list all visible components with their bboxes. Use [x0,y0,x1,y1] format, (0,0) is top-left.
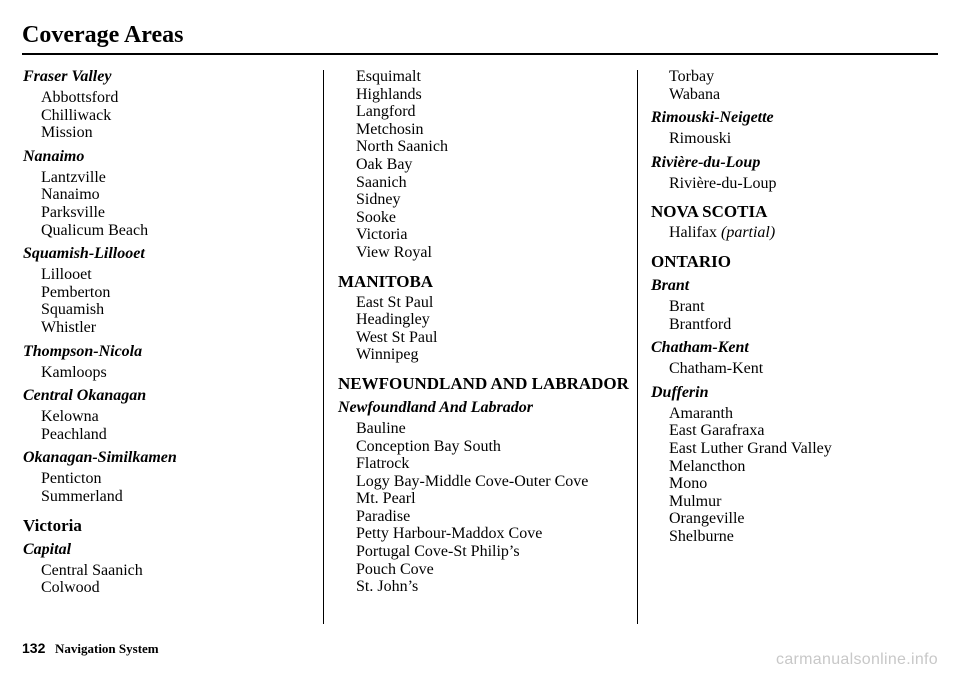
title-divider [22,53,938,55]
column-3 [651,68,941,546]
region-heading-central-okanagan: Central Okanagan [23,387,147,405]
list-item: Colwood [41,579,100,597]
list-item: Qualicum Beach [41,221,149,239]
list-item: Peachland [41,425,107,443]
place-list [651,405,941,546]
list-item: Torbay [669,68,715,85]
list-item: Mono [669,475,708,493]
list-item: Logy Bay-Middle Cove-Outer Cove [356,472,589,490]
column-2 [338,68,633,596]
list-item: View Royal [356,243,432,261]
place-list [23,266,313,336]
list-item: Langford [356,103,416,121]
list-item: St. John’s [356,578,419,596]
list-item: Wabana [669,85,721,103]
list-item: Rivière-du-Loup [669,174,777,192]
list-item: Kelowna [41,408,99,426]
list-item: East Luther Grand Valley [669,439,832,457]
section-heading-newfoundland-and-labrador: NEWFOUNDLAND AND LABRADOR [338,373,629,393]
section-heading-nova-scotia: NOVA SCOTIA [651,202,768,222]
list-item: Brant [669,297,705,315]
list-item: Lillooet [41,266,92,284]
list-item: Sooke [356,208,396,226]
list-item: Headingley [356,311,430,329]
watermark: carmanualsonline.info [776,651,938,668]
region-heading-dufferin: Dufferin [651,383,709,401]
list-item: Mt. Pearl [356,490,416,508]
list-item: Esquimalt [356,68,421,85]
region-heading-okanagan-similkamen: Okanagan-Similkamen [23,449,177,467]
region-heading-thompson-nicola: Thompson-Nicola [23,342,143,360]
region-heading-brant: Brant [651,276,690,294]
page-number: 132 [22,640,46,656]
region-heading-nanaimo: Nanaimo [23,147,85,165]
list-item: Metchosin [356,120,424,138]
place-list [23,470,313,505]
list-item: Victoria [356,226,408,244]
place-list [651,175,941,193]
coverage-note: (partial) [720,224,776,242]
list-item: Lantzville [41,168,106,186]
list-item: Mission [41,124,93,142]
place-list [651,224,941,242]
place-name: Halifax [669,224,717,242]
place-list [23,408,313,443]
section-heading-manitoba: MANITOBA [338,271,434,291]
list-item [669,224,941,242]
list-item: Parksville [41,203,105,221]
region-heading-rimouski-neigette: Rimouski-Neigette [651,109,774,127]
list-item: Saanich [356,173,407,191]
list-item: Pouch Cove [356,560,434,578]
place-list [23,169,313,239]
region-heading-squamish-lillooet: Squamish-Lillooet [23,245,145,263]
list-item: Nanaimo [41,186,100,204]
list-item: Portugal Cove-St Philip’s [356,543,520,561]
column-divider-1 [323,70,324,624]
list-item: Chilliwack [41,106,112,124]
place-list [23,364,313,382]
list-item: Sidney [356,191,401,209]
list-item: Flatrock [356,455,410,473]
list-item: Winnipeg [356,346,419,364]
region-heading-fraser-valley: Fraser Valley [23,68,112,85]
section-heading-victoria: Victoria [23,515,82,535]
list-item: Conception Bay South [356,437,501,455]
footer-label: Navigation System [54,641,159,656]
list-item: Paradise [356,507,411,525]
section-heading-ontario: ONTARIO [651,251,731,271]
list-item: East Garafraxa [669,422,765,440]
list-item: Orangeville [669,510,745,528]
region-heading-capital: Capital [23,540,72,558]
place-list [23,89,313,142]
list-item: Petty Harbour-Maddox Cove [356,525,543,543]
list-item: Melancthon [669,457,746,475]
list-item: Mulmur [669,492,722,510]
column-divider-2 [637,70,638,624]
region-heading-chatham-kent: Chatham-Kent [651,339,749,357]
list-item: North Saanich [356,138,448,156]
page-title: Coverage Areas [22,22,184,48]
place-list [338,420,633,596]
list-item: Kamloops [41,363,107,381]
list-item: Shelburne [669,527,734,545]
column-1 [23,68,313,597]
list-item: Rimouski [669,130,732,148]
list-item: Whistler [41,318,97,336]
region-heading-newfoundland-and-labrador: Newfoundland And Labrador [338,398,533,416]
region-heading-riviere-du-loup: Rivière-du-Loup [651,153,761,171]
list-item: Summerland [41,487,123,505]
place-list [338,68,633,262]
list-item: Squamish [41,301,105,319]
list-item: Central Saanich [41,561,143,579]
list-item: Amaranth [669,404,733,422]
list-item: Oak Bay [356,155,413,173]
page-footer [22,640,159,657]
place-list [23,562,313,597]
place-list [651,298,941,333]
place-list [651,130,941,148]
place-list [651,68,941,103]
list-item: West St Paul [356,328,438,346]
list-item: Penticton [41,470,102,488]
place-list [338,294,633,364]
list-item: Chatham-Kent [669,360,764,378]
list-item: Pemberton [41,283,111,301]
list-item: Highlands [356,85,422,103]
place-list [651,360,941,378]
list-item: Brantford [669,315,732,333]
list-item: East St Paul [356,293,434,311]
list-item: Bauline [356,419,406,437]
list-item: Abbottsford [41,89,119,106]
